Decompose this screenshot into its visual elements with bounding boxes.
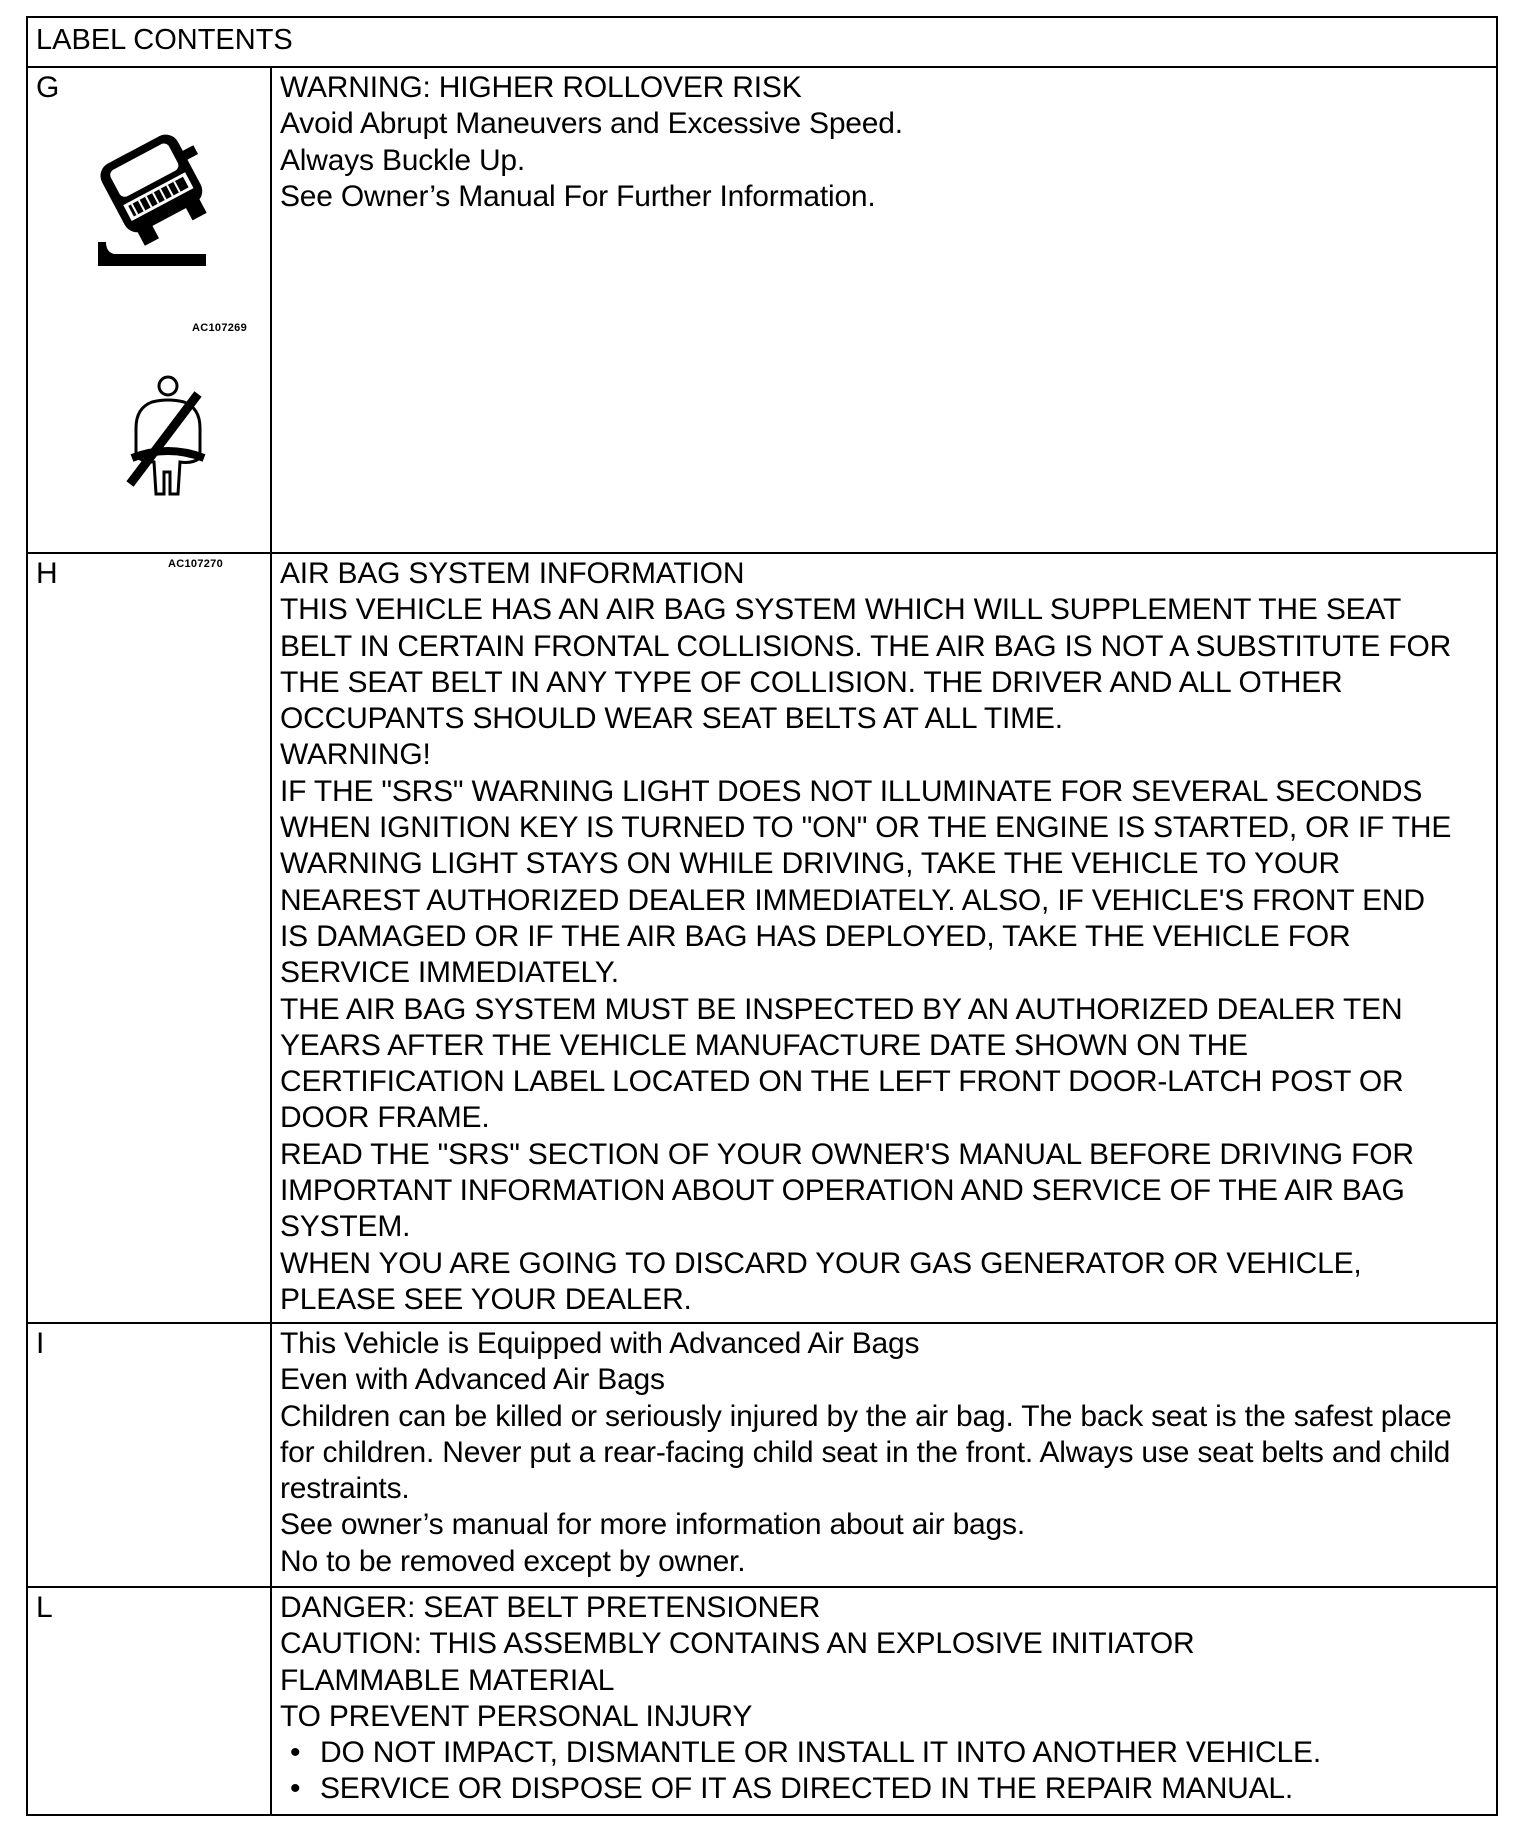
text-line: Children can be killed or seriously injured by the air bag. The back seat is the safest place bbox=[280, 1399, 1452, 1433]
text-line: CERTIFICATION LABEL LOCATED ON THE LEFT FRONT DOOR-LATCH POST OR bbox=[280, 1065, 1404, 1099]
row-id: I bbox=[36, 1327, 45, 1360]
text-line: BELT IN CERTAIN FRONTAL COLLISIONS. THE AIR BAG IS NOT A SUBSTITUTE FOR bbox=[280, 629, 1452, 663]
text-line: This Vehicle is Equipped with Advanced Air Bags bbox=[280, 1327, 920, 1360]
table-row bbox=[27, 67, 1497, 553]
row-id: H bbox=[36, 557, 58, 590]
text-line: FLAMMABLE MATERIAL bbox=[280, 1663, 615, 1697]
text-line: AIR BAG SYSTEM INFORMATION bbox=[280, 557, 745, 590]
text-line: THE SEAT BELT IN ANY TYPE OF COLLISION. THE DRIVER AND ALL OTHER bbox=[280, 665, 1343, 699]
text-line: Always Buckle Up. bbox=[280, 143, 526, 177]
text-line: READ THE "SRS" SECTION OF YOUR OWNER'S MANUAL BEFORE DRIVING FOR bbox=[280, 1137, 1414, 1171]
text-line: Avoid Abrupt Maneuvers and Excessive Speed. bbox=[280, 107, 903, 141]
bullet-item bbox=[280, 1771, 1490, 1807]
row-i-content bbox=[271, 1323, 1497, 1587]
row-id-cell bbox=[27, 67, 271, 570]
text-line: Even with Advanced Air Bags bbox=[280, 1363, 665, 1397]
text-line: DOOR FRAME. bbox=[280, 1101, 490, 1135]
label-contents-table bbox=[26, 16, 1498, 1816]
text-line: IF THE "SRS" WARNING LIGHT DOES NOT ILLUMINATE FOR SEVERAL SECONDS bbox=[280, 774, 1423, 808]
icon-code-rollover: AC107269 bbox=[192, 322, 247, 334]
table-row bbox=[27, 553, 1497, 1323]
row-id: G bbox=[36, 71, 60, 104]
text-line: YEARS AFTER THE VEHICLE MANUFACTURE DATE SHOWN ON THE bbox=[280, 1028, 1248, 1062]
text-line: OCCUPANTS SHOULD WEAR SEAT BELTS AT ALL TIME. bbox=[280, 702, 1063, 736]
text-line: WARNING LIGHT STAYS ON WHILE DRIVING, TAKE THE VEHICLE TO YOUR bbox=[280, 847, 1341, 881]
text-line: restraints. bbox=[280, 1472, 410, 1506]
text-line: THE AIR BAG SYSTEM MUST BE INSPECTED BY AN AUTHORIZED DEALER TEN bbox=[280, 992, 1403, 1026]
row-id-cell bbox=[27, 1587, 271, 1815]
text-line: DANGER: SEAT BELT PRETENSIONER bbox=[280, 1591, 821, 1624]
row-g-content bbox=[271, 67, 1497, 553]
row-g-icons bbox=[36, 70, 280, 570]
text-line: WARNING: HIGHER ROLLOVER RISK bbox=[280, 71, 802, 104]
row-h-content bbox=[271, 553, 1497, 1323]
vehicle-rollover-icon bbox=[96, 130, 256, 270]
bullet-item bbox=[280, 1735, 1490, 1771]
table-row bbox=[27, 1323, 1497, 1587]
text-line: WHEN IGNITION KEY IS TURNED TO "ON" OR THE ENGINE IS STARTED, OR IF THE bbox=[280, 811, 1452, 845]
bullet-text: SERVICE OR DISPOSE OF IT AS DIRECTED IN THE REPAIR MANUAL. bbox=[320, 1772, 1294, 1806]
seatbelt-icon bbox=[112, 372, 232, 512]
bullet-icon: • bbox=[290, 1736, 301, 1770]
text-line: SERVICE IMMEDIATELY. bbox=[280, 956, 619, 990]
text-line: WARNING! bbox=[280, 738, 431, 772]
icon-code-seatbelt: AC107270 bbox=[168, 558, 223, 570]
row-l-content bbox=[271, 1587, 1497, 1815]
text-line: TO PREVENT PERSONAL INJURY bbox=[280, 1699, 753, 1733]
text-line: IS DAMAGED OR IF THE AIR BAG HAS DEPLOYED, TAKE THE VEHICLE FOR bbox=[280, 919, 1351, 953]
row-id: L bbox=[36, 1591, 53, 1624]
row-id-cell bbox=[27, 553, 271, 1323]
bullet-text: DO NOT IMPACT, DISMANTLE OR INSTALL IT INTO ANOTHER VEHICLE. bbox=[320, 1736, 1321, 1770]
text-line: WHEN YOU ARE GOING TO DISCARD YOUR GAS GENERATOR OR VEHICLE, bbox=[280, 1246, 1362, 1280]
text-line: PLEASE SEE YOUR DEALER. bbox=[280, 1282, 692, 1316]
text-line: See Owner’s Manual For Further Information. bbox=[280, 179, 876, 213]
text-line: See owner’s manual for more information about air bags. bbox=[280, 1508, 1025, 1542]
table-row bbox=[27, 1587, 1497, 1815]
row-id-cell bbox=[27, 1323, 271, 1587]
bullet-icon: • bbox=[290, 1772, 301, 1806]
text-line: NEAREST AUTHORIZED DEALER IMMEDIATELY. ALSO, IF VEHICLE'S FRONT END bbox=[280, 883, 1425, 917]
text-line: No to be removed except by owner. bbox=[280, 1544, 746, 1578]
text-line: CAUTION: THIS ASSEMBLY CONTAINS AN EXPLOSIVE INITIATOR bbox=[280, 1627, 1195, 1661]
text-line: IMPORTANT INFORMATION ABOUT OPERATION AND SERVICE OF THE AIR BAG bbox=[280, 1174, 1405, 1208]
text-line: for children. Never put a rear-facing child seat in the front. Always use seat belts and child bbox=[280, 1435, 1451, 1469]
text-line: SYSTEM. bbox=[280, 1210, 411, 1244]
text-line: THIS VEHICLE HAS AN AIR BAG SYSTEM WHICH WILL SUPPLEMENT THE SEAT bbox=[280, 593, 1402, 627]
table-header: LABEL CONTENTS bbox=[27, 17, 1497, 67]
